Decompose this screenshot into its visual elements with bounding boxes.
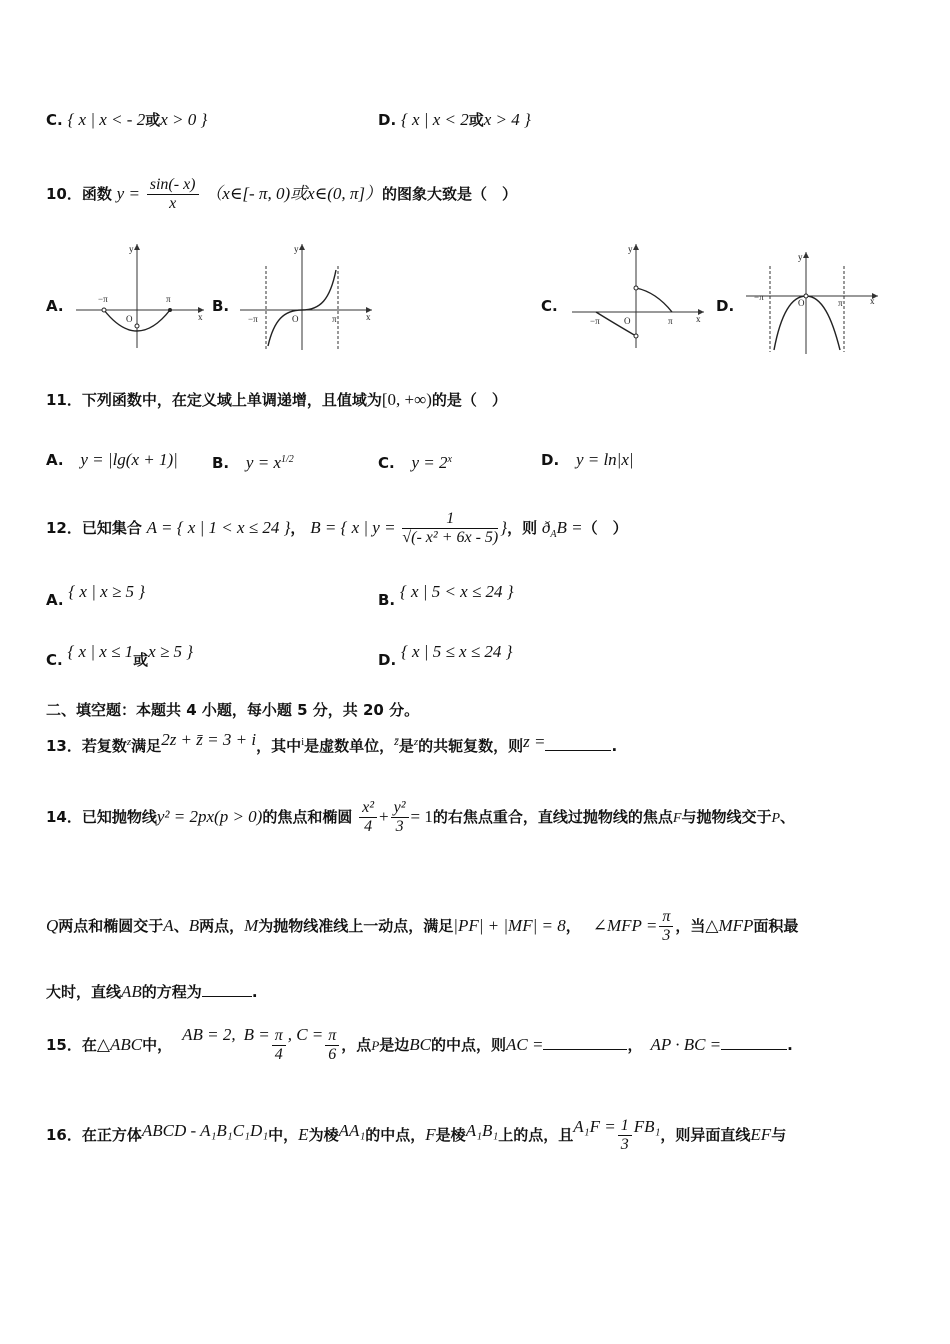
fraction bbox=[272, 1027, 286, 1064]
math: △MFP bbox=[705, 916, 754, 935]
numerator: π bbox=[325, 1027, 339, 1046]
math: F bbox=[672, 811, 682, 826]
graph-d-label: D. bbox=[716, 297, 735, 315]
math: M bbox=[244, 916, 259, 935]
question-number: 12． bbox=[46, 519, 82, 537]
fraction bbox=[359, 799, 377, 836]
text: 下列函数中，在定义域上单调递增，且值域为 bbox=[81, 391, 382, 409]
text: 与抛物线交于 bbox=[681, 808, 772, 826]
fraction bbox=[147, 176, 199, 213]
math: P bbox=[771, 811, 781, 826]
q14-line1 bbox=[46, 796, 795, 840]
option-label: B. bbox=[212, 454, 230, 472]
answer-blank[interactable] bbox=[545, 736, 611, 751]
question-number: 10． bbox=[46, 185, 82, 203]
math: B = bbox=[556, 518, 583, 537]
math: A₁F = bbox=[573, 1117, 616, 1136]
math: z bbox=[126, 736, 132, 748]
tick-label: π bbox=[166, 294, 171, 304]
text: 或 bbox=[133, 651, 149, 669]
text: 上的点，且 bbox=[498, 1126, 574, 1144]
denominator: 6 bbox=[328, 1046, 337, 1063]
question-number: 16． bbox=[46, 1126, 82, 1144]
graph-a-label: A. bbox=[46, 297, 64, 315]
math: , C = bbox=[287, 1025, 324, 1044]
math: ∠MFP = bbox=[592, 916, 658, 935]
numerator: x² bbox=[359, 799, 377, 818]
axis-label: x bbox=[696, 314, 701, 324]
math: { x | x ≤ 1 bbox=[67, 642, 134, 661]
math: y = ln|x| bbox=[575, 450, 634, 469]
graph-a bbox=[76, 240, 206, 350]
text: 与 bbox=[771, 1126, 787, 1144]
option-label: C. bbox=[378, 454, 395, 472]
numerator: π bbox=[659, 908, 673, 927]
denominator: 3 bbox=[620, 1136, 629, 1153]
text: 是虚数单位， bbox=[304, 737, 395, 755]
option-label: D. bbox=[378, 111, 397, 129]
section-heading: 二、填空题：本题共 4 小题，每小题 5 分，共 20 分。 bbox=[46, 701, 420, 719]
text: 两点和椭圆交于 bbox=[58, 917, 164, 935]
question-number: 15． bbox=[46, 1036, 82, 1054]
math: x > 4 } bbox=[483, 110, 531, 129]
graph-c bbox=[572, 240, 707, 350]
text: ， bbox=[627, 1036, 643, 1054]
math: z = bbox=[523, 732, 546, 751]
text: . bbox=[787, 1036, 793, 1054]
math: AC = bbox=[506, 1035, 544, 1054]
text: 的焦点和椭圆 bbox=[262, 808, 353, 826]
math: x > 0 } bbox=[160, 110, 208, 129]
math: z̄ bbox=[394, 734, 399, 748]
origin-label: O bbox=[126, 314, 133, 324]
math: AA₁ bbox=[338, 1121, 366, 1140]
denominator: 4 bbox=[364, 818, 373, 835]
text: 在 bbox=[81, 1036, 97, 1054]
math: P bbox=[371, 1038, 380, 1053]
option-label: A. bbox=[46, 451, 64, 469]
origin-label: O bbox=[798, 298, 805, 308]
math: B = { x | y = bbox=[310, 518, 396, 537]
q11-stem bbox=[46, 390, 507, 410]
text: 或 bbox=[145, 111, 161, 129]
origin-label: O bbox=[292, 314, 299, 324]
fraction bbox=[391, 799, 409, 836]
answer-blank[interactable] bbox=[721, 1035, 787, 1050]
tick-label: π bbox=[668, 316, 673, 326]
text: 的右焦点重合，直线过抛物线的焦点 bbox=[432, 808, 673, 826]
text: 已知抛物线 bbox=[81, 808, 157, 826]
q13 bbox=[46, 730, 618, 758]
math: y = bbox=[116, 184, 140, 203]
math: x ≥ 5 } bbox=[148, 642, 194, 661]
subscript: A bbox=[550, 529, 557, 540]
math: } bbox=[500, 518, 508, 537]
text: 是棱 bbox=[435, 1126, 466, 1144]
axis-label: x bbox=[870, 296, 875, 306]
q16 bbox=[46, 1112, 786, 1158]
q12-option-b bbox=[378, 582, 514, 610]
math: A = { x | 1 < x ≤ 24 } bbox=[146, 518, 291, 537]
option-label: B. bbox=[378, 591, 396, 609]
numerator: 1 bbox=[402, 510, 498, 529]
math: AB bbox=[121, 982, 142, 1001]
tick-label: π bbox=[838, 298, 843, 308]
math: { x | 5 ≤ x ≤ 24 } bbox=[400, 642, 513, 661]
text: ， bbox=[290, 519, 306, 537]
text: 或 bbox=[468, 111, 484, 129]
text: 、 bbox=[780, 808, 796, 826]
math: |PF| + |MF| = 8 bbox=[453, 916, 566, 935]
math: + bbox=[379, 807, 389, 826]
q11-option-c bbox=[378, 450, 452, 473]
q12-option-d bbox=[378, 642, 513, 670]
text: . bbox=[251, 983, 258, 1001]
math: B bbox=[188, 916, 200, 935]
option-label: C. bbox=[46, 111, 63, 129]
fraction bbox=[402, 510, 498, 547]
text: 大时，直线 bbox=[46, 983, 122, 1001]
text: 两点， bbox=[199, 917, 245, 935]
math: [0, +∞) bbox=[381, 390, 432, 409]
text: 满足 bbox=[131, 737, 162, 755]
fraction bbox=[325, 1027, 339, 1064]
q14-line2 bbox=[46, 906, 798, 946]
math: E bbox=[298, 1125, 309, 1144]
denominator: 3 bbox=[662, 927, 671, 944]
option-label: C. bbox=[46, 651, 63, 669]
math: y = x bbox=[245, 453, 281, 472]
denominator: 3 bbox=[395, 818, 404, 835]
text: 的中点， bbox=[365, 1126, 426, 1144]
text: 中， bbox=[142, 1036, 173, 1054]
math: A₁B₁ bbox=[465, 1121, 499, 1140]
text: ， bbox=[565, 917, 581, 935]
math: { x | 5 < x ≤ 24 } bbox=[399, 582, 514, 601]
option-label: A. bbox=[46, 591, 64, 609]
fraction bbox=[618, 1117, 632, 1154]
question-number: 14． bbox=[46, 808, 82, 826]
math: EF bbox=[750, 1125, 772, 1144]
text: 中， bbox=[268, 1126, 299, 1144]
text: 的方程为 bbox=[141, 983, 202, 1001]
math: { x | x < - 2 bbox=[67, 110, 146, 129]
text: . bbox=[611, 737, 618, 755]
math: = 1 bbox=[410, 807, 433, 826]
math: { x | x ≥ 5 } bbox=[68, 582, 146, 601]
question-number: 13． bbox=[46, 737, 82, 755]
answer-blank[interactable] bbox=[202, 982, 252, 997]
text: ，其中 bbox=[256, 737, 302, 755]
origin-label: O bbox=[624, 316, 631, 326]
text: ，点 bbox=[341, 1036, 372, 1054]
axis-label: y bbox=[129, 244, 134, 254]
math: AP · BC = bbox=[650, 1035, 722, 1054]
math: { x | x < 2 bbox=[400, 110, 469, 129]
answer-blank[interactable] bbox=[543, 1035, 627, 1050]
text: 为抛物线准线上一动点，满足 bbox=[258, 917, 454, 935]
q11-option-a bbox=[46, 450, 178, 470]
graph-d bbox=[746, 248, 881, 356]
text: 是边 bbox=[379, 1036, 410, 1054]
math: y = |lg(x + 1)| bbox=[80, 450, 178, 469]
q9-option-c bbox=[46, 110, 207, 130]
denominator: √(- x² + 6x - 5) bbox=[402, 529, 499, 546]
math: A bbox=[163, 916, 174, 935]
text: 的共轭复数，则 bbox=[418, 737, 524, 755]
text: 在正方体 bbox=[81, 1126, 142, 1144]
text: 、 bbox=[173, 917, 189, 935]
q12-stem bbox=[46, 508, 628, 555]
axis-label: x bbox=[198, 312, 203, 322]
numerator: sin(- x) bbox=[147, 176, 199, 195]
text: 的中点，则 bbox=[431, 1036, 507, 1054]
denominator: 4 bbox=[274, 1046, 283, 1063]
fraction bbox=[659, 908, 673, 945]
text: 若复数 bbox=[81, 737, 127, 755]
axis-label: y bbox=[294, 244, 299, 254]
tick-label: −π bbox=[98, 294, 108, 304]
text: 的是（ ） bbox=[431, 391, 507, 409]
math: B = bbox=[243, 1025, 270, 1044]
text: ，则 bbox=[507, 519, 538, 537]
text: 面积最 bbox=[753, 917, 799, 935]
math: ð bbox=[541, 518, 551, 537]
option-label: D. bbox=[378, 651, 397, 669]
q15 bbox=[46, 1022, 793, 1069]
tick-label: −π bbox=[590, 316, 600, 326]
numerator: 1 bbox=[618, 1117, 632, 1136]
exponent: x bbox=[447, 454, 452, 465]
q11-option-b bbox=[212, 450, 294, 473]
math: F bbox=[425, 1125, 436, 1144]
math: 2z + z̄ = 3 + i bbox=[161, 730, 257, 749]
question-number: 11． bbox=[46, 391, 82, 409]
q12-option-a bbox=[46, 582, 146, 610]
graph-b-label: B. bbox=[212, 297, 230, 315]
numerator: π bbox=[272, 1027, 286, 1046]
math: i bbox=[301, 736, 305, 748]
math: z bbox=[413, 736, 419, 748]
text: 已知集合 bbox=[81, 519, 142, 537]
q14-line3 bbox=[46, 982, 258, 1002]
text: 是 bbox=[398, 737, 414, 755]
text: ，则异面直线 bbox=[660, 1126, 751, 1144]
text: （ ） bbox=[582, 519, 628, 537]
math: BC bbox=[409, 1035, 432, 1054]
q12-option-c bbox=[46, 642, 194, 670]
math: △ABC bbox=[96, 1035, 143, 1054]
denominator: x bbox=[169, 195, 177, 212]
text: 的图象大致是（ ） bbox=[382, 185, 518, 203]
tick-label: π bbox=[332, 314, 337, 324]
math: y = 2 bbox=[411, 453, 448, 472]
math: y² = 2px(p > 0) bbox=[156, 807, 263, 826]
axis-label: x bbox=[366, 312, 371, 322]
graph-b bbox=[240, 240, 375, 352]
text: 为棱 bbox=[308, 1126, 339, 1144]
numerator: y² bbox=[391, 799, 409, 818]
math: Q bbox=[46, 916, 59, 935]
tick-label: −π bbox=[754, 292, 764, 302]
axis-label: y bbox=[628, 244, 633, 254]
math: （x∈[- π, 0)或x∈(0, π]） bbox=[205, 184, 383, 203]
math: FB₁ bbox=[633, 1117, 661, 1136]
q11-option-d bbox=[541, 450, 634, 470]
exponent: 1/2 bbox=[280, 454, 294, 465]
math: AB = 2, bbox=[182, 1025, 236, 1044]
tick-label: −π bbox=[248, 314, 258, 324]
graph-c-label: C. bbox=[541, 297, 558, 315]
axis-label: y bbox=[798, 252, 803, 262]
text: ，当 bbox=[675, 917, 706, 935]
math: ABCD - A₁B₁C₁D₁ bbox=[141, 1121, 269, 1140]
option-label: D. bbox=[541, 451, 560, 469]
q9-option-d bbox=[378, 110, 531, 130]
q10-stem bbox=[46, 174, 517, 214]
text: 函数 bbox=[81, 185, 112, 203]
